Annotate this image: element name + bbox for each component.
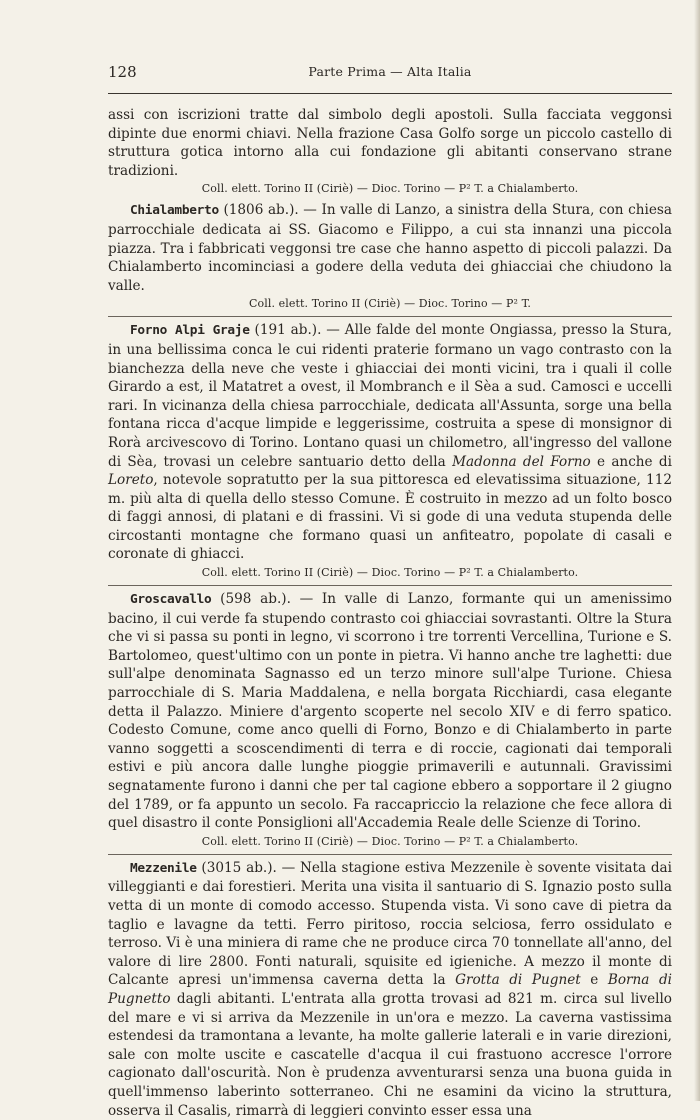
entry-italic: Madonna del Forno [452,453,591,470]
entry-text: dagli abitanti. L'entrata alla grotta trovasi ad 821 m. circa sul livello del mare e vi si arriva da Mezzenile in un'ora e mezzo. La caverna vastissima estendesi da tramontana a levante, ha molte gallerie laterali e in varie direzioni, sale con molte uscite e cascatelle d'acqua il cui frastuono accresce l'orrore cagionato dall'oscurità. Non è prudenza avventurarsi senza una buona guida in quell'immenso laberinto sotterraneo. Chi ne esamini da vicino la struttura, osserva il Casalis, rimarrà di leggieri convinto esser essa una [108,990,672,1119]
entry-text: e anche di [590,453,672,470]
entry-text: e [580,972,608,989]
running-head: Parte Prima — Alta Italia [308,64,472,79]
entry-groscavallo [108,590,672,833]
entry-text: (598 ab.). — In valle di Lanzo, formante qui un amenissimo bacino, il cui verde fa stupendo contrasto coi ghiacciai sovrastanti. Oltre la Stura che vi si passa su ponti in legno, vi scorrono i tre torrenti Vercellina, Turione e S. Bartolomeo, quest'ultimo con un ponte in pietra. Vi hanno anche tre laghetti: due sull'alpe denominata Sagnasso ed un terzo minore sull'alpe Turione. Chiesa parrocchiale di S. Maria Maddalena, e nella borgata Ricchiardi, casa elegante detta il Palazzo. Miniere d'argento scoperte nel secolo XIV e di ferro spatico. Codesto Comune, come anco quelli di Forno, Bonzo e di Chialamberto in parte vanno soggetti a scoscendimenti di terra e di roccie, cagionati dai temporali estivi e più ancora dalle lunghe pioggie primaverili e autunnali. Gravissimi segnatamente furono i danni che per tal cagione ebbero a sopportare il 2 giugno del 1789, or fa appunto un secolo. Fa raccapriccio la relazione che fece allora di quel disastro il conte Ponsiglioni all'Accademia Reale delle Scienze di Torino. [108,591,672,832]
continuation-paragraph: assi con iscrizioni tratte dal simbolo degli apostoli. Sulla facciata veggonsi dipinte due enormi chiavi. Nella frazione Casa Golfo sorge un piccolo castello di struttura gotica intorno alla cui fondazione gli abitanti conservano strane tradizioni. [108,107,672,179]
page-body [108,106,672,1120]
entry-title: Forno Alpi Graje [130,323,250,339]
page-header [108,63,672,87]
entry-separator [108,585,672,586]
entry-chialamberto [108,201,672,295]
coll-note: Coll. elett. Torino II (Ciriè) — Dioc. Torino — P² T. a Chialamberto. [201,834,579,848]
entry-italic: Grotta di Pugnet [455,972,581,989]
coll-note: Coll. elett. Torino II (Ciriè) — Dioc. Torino — P² T. a Chialamberto. [201,566,579,580]
entry-mezzenile [108,859,672,1120]
entry-italic: Borna di Pugnetto [108,972,672,1007]
coll-note: Coll. elett. Torino II (Ciriè) — Dioc. Torino — P² T. a Chialamberto. [201,182,579,196]
entry-text: (191 ab.). — Alle falde del monte Ongiassa, presso la Stura, in una bellissima conca le cui ridenti praterie formano un vago contrasto con la bianchezza della neve che veste i ghiacciai dei monti vicini, tra i quali il colle Girardo a est, il Matatret a ovest, il Mombranch e il Sèa a sud. Camosci e uccelli rari. In vicinanza della chiesa parrocchiale, dedicata all'Assunta, sorge una bella fontana ricca d'acque limpide e leggerissime, costruita a spese di monsignor di Rorà arcivescovo di Torino. Lontano quasi un chilometro, all'ingresso del vallone di Sèa, trovasi un celebre santuario detto della [108,322,672,470]
entry-separator [108,854,672,855]
entry-text: (3015 ab.). — Nella stagione estiva Mezzenile è sovente visitata dai villeggianti e dai forestieri. Merita una visita il santuario di S. Ignazio posto sulla vetta di un monte di comodo accesso. Stupenda vista. Vi sono cave di pietra da taglio e lavagne da tetti. Ferro piritoso, roccia selciosa, ferro ossidulato e terroso. Vi è una miniera di rame che ne produce circa 70 tonnellate all'anno, del valore di lire 2800. Fonti naturali, squisite ed igieniche. A mezzo il monte di Calcante apresi un'immensa caverna detta la [108,859,672,989]
entry-forno-alpi-graje [108,321,672,564]
page-number: 128 [108,63,137,81]
entry-separator [108,316,672,317]
entry-title: Groscavallo [130,592,212,608]
entry-title: Mezzenile [130,860,197,876]
page-edge-shadow [694,0,700,1101]
header-rule [108,93,672,94]
entry-text: , notevole sopratutto per la sua pittoresca ed elevatissima situazione, 112 m. più alta di quella dello stesso Comune. È costruito in mezzo ad un folto bosco di faggi annosi, di platani e di frassini. Vi si gode di una veduta stupenda delle circostanti montagne che formano quasi un anfiteatro, popolate di casali e coronate di ghiacci. [108,472,672,563]
coll-note: Coll. elett. Torino II (Ciriè) — Dioc. Torino — P² T. [248,297,532,311]
entry-title: Chialamberto [130,203,219,219]
entry-italic: Loreto [108,472,154,489]
entry-text: (1806 ab.). — In valle di Lanzo, a sinistra della Stura, con chiesa parrocchiale dedicata ai SS. Giacomo e Filippo, a cui sta innanzi una piccola piazza. Tra i fabbricati veggonsi tre case che hanno aspetto di piccoli palazzi. Da Chialamberto incominciasi a godere della veduta dei ghiacciai che chiudono la valle. [108,202,672,294]
